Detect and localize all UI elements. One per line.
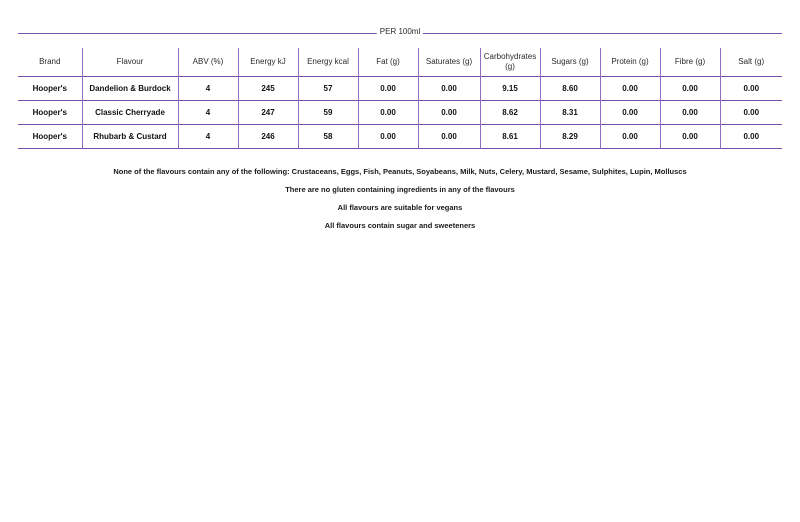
allergen-note: None of the flavours contain any of the following: Crustaceans, Eggs, Fish, Peanuts, Soyabeans, Milk, Nuts, Celery, Mustard, Sesame, Sulphites, Lupin, Molluscs — [113, 167, 687, 176]
cell-energy-kcal: 59 — [298, 101, 358, 125]
cell-carbohydrates: 8.61 — [480, 125, 540, 149]
column-header-energy-kj: Energy kJ — [238, 48, 298, 77]
per-100ml-header — [18, 25, 782, 41]
cell-sugars: 8.60 — [540, 77, 600, 101]
cell-energy-kcal: 58 — [298, 125, 358, 149]
cell-salt: 0.00 — [720, 101, 782, 125]
column-header-protein: Protein (g) — [600, 48, 660, 77]
cell-salt: 0.00 — [720, 125, 782, 149]
cell-energy-kj: 246 — [238, 125, 298, 149]
cell-brand: Hooper's — [32, 132, 67, 141]
cell-flavour: Classic Cherryade — [82, 101, 178, 125]
cell-sugars: 8.31 — [540, 101, 600, 125]
table-row — [18, 101, 782, 125]
cell-fat: 0.00 — [358, 77, 418, 101]
cell-brand: Hooper's — [32, 108, 67, 117]
cell-protein: 0.00 — [600, 125, 660, 149]
cell-flavour: Rhubarb & Custard — [82, 125, 178, 149]
vegan-note: All flavours are suitable for vegans — [337, 203, 463, 212]
column-header-carbohydrates: Carbohydrates (g) — [480, 48, 540, 77]
column-header-flavour: Flavour — [82, 48, 178, 77]
cell-fat: 0.00 — [358, 101, 418, 125]
cell-protein: 0.00 — [600, 77, 660, 101]
cell-carbohydrates: 8.62 — [480, 101, 540, 125]
per-100ml-label: PER 100ml — [377, 26, 423, 38]
cell-brand: Hooper's — [32, 84, 67, 93]
column-header-saturates: Saturates (g) — [418, 48, 480, 77]
column-header-fibre: Fibre (g) — [660, 48, 720, 77]
cell-abv: 4 — [178, 125, 238, 149]
cell-saturates: 0.00 — [418, 125, 480, 149]
cell-abv: 4 — [178, 77, 238, 101]
cell-abv: 4 — [178, 101, 238, 125]
column-header-salt: Salt (g) — [720, 48, 782, 77]
table-row — [18, 77, 782, 101]
column-header-sugars: Sugars (g) — [540, 48, 600, 77]
column-header-fat: Fat (g) — [358, 48, 418, 77]
allergen-notes — [0, 166, 800, 238]
cell-fibre: 0.00 — [660, 101, 720, 125]
cell-flavour: Dandelion & Burdock — [82, 77, 178, 101]
gluten-note: There are no gluten containing ingredients in any of the flavours — [285, 185, 515, 194]
cell-protein: 0.00 — [600, 101, 660, 125]
column-header-brand: Brand — [39, 57, 61, 66]
cell-saturates: 0.00 — [418, 77, 480, 101]
cell-sugars: 8.29 — [540, 125, 600, 149]
cell-fibre: 0.00 — [660, 77, 720, 101]
cell-salt: 0.00 — [720, 77, 782, 101]
cell-carbohydrates: 9.15 — [480, 77, 540, 101]
cell-energy-kcal: 57 — [298, 77, 358, 101]
cell-fibre: 0.00 — [660, 125, 720, 149]
nutrition-table — [18, 48, 782, 149]
cell-saturates: 0.00 — [418, 101, 480, 125]
table-row — [18, 125, 782, 149]
table-header-row — [18, 48, 782, 77]
cell-fat: 0.00 — [358, 125, 418, 149]
cell-energy-kj: 247 — [238, 101, 298, 125]
sweetener-note: All flavours contain sugar and sweeteners — [324, 221, 476, 230]
column-header-abv: ABV (%) — [178, 48, 238, 77]
cell-energy-kj: 245 — [238, 77, 298, 101]
column-header-energy-kcal: Energy kcal — [298, 48, 358, 77]
